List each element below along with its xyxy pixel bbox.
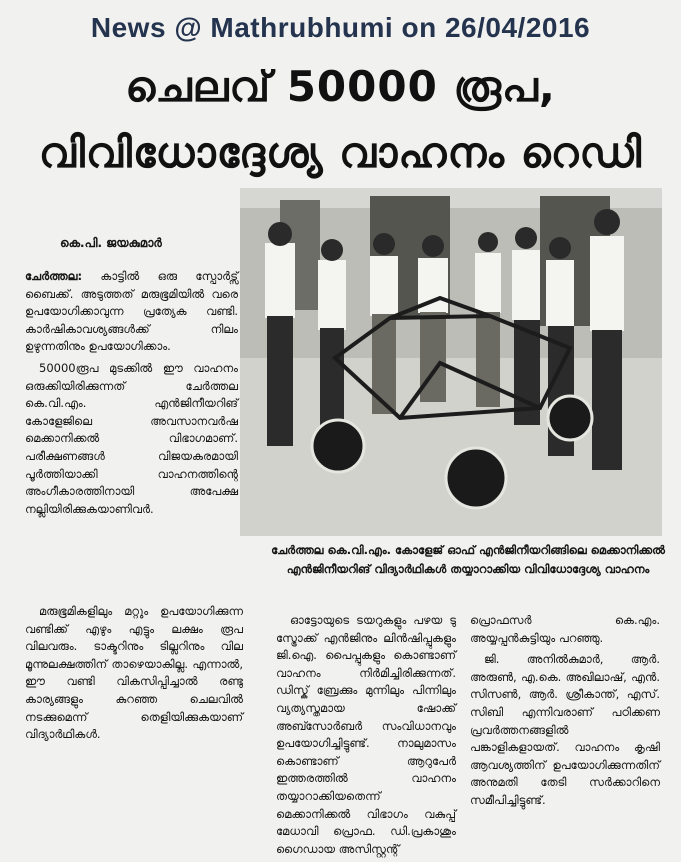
photo-caption: ചേർത്തല കെ.വി.എം. കോളേജ് ഓഫ് എൻജിനീയറിങ്ങിലെ മെക്കാനിക്കൽ എൻജിനീയറിങ് വിദ്യാർഥികൾ തയ്യാറാക്കിയ വിവിധോദ്ദേശ്യ വാഹനം bbox=[271, 543, 665, 576]
byline: കെ.പി. ജയകുമാർ bbox=[60, 236, 162, 250]
paragraph-3: മരുഭൂമികളിലും മറ്റും ഉപയോഗിക്കുന്ന വണ്ടിക്ക് എഴും എട്ടും ലക്ഷം രൂപ വിലവരും. ടാക്ടറിനും ടില്ലറിനും വില മൂന്നുലക്ഷത്തിന് താഴെയാകില്ല. എന്നാൽ, ഈ വണ്ടി വികസിപ്പിച്ചാൽ രണ്ടു കാര്യങ്ങളും കുറഞ്ഞ ചെലവിൽ നടക്കുമെന്ന് തെളിയിക്കുകയാണ് വിദ്യാർഥികൾ. bbox=[25, 604, 243, 742]
paragraph-4: ഓട്ടോയുടെ ടയറുകളും പഴയ ടു സ്ട്രോക്ക് എൻജിനും ലിൻഷിപ്പുകളും ജി.ഐ. പൈപ്പുകളും കൊണ്ടാണ് വാഹനം നിർമിച്ചിരിക്കുന്നത്. ഡിസ്ക് ബ്രേക്കും മുന്നിലും പിന്നിലും വ്യത്യസ്തമായ ഷോക്ക് അബ്സോർബർ സംവിധാനവും ഉപയോഗിച്ചിട്ടുണ്ട്. നാലുമാസം കൊണ്ടാണ് ആറുപേർ ഇത്തരത്തിൽ വാഹനം തയ്യാറാക്കിയതെന്ന് മെക്കാനിക്കൽ വിഭാഗം വകുപ്പ് മേധാവി പ്രൊഫ. ഡി.പ്രകാശും ഗൈഡായ അസിസ്റ്റന്റ് bbox=[276, 613, 456, 856]
dateline: ചേർത്തല: bbox=[25, 269, 83, 283]
paragraph-2: 50000രൂപ മുടക്കിൽ ഈ വാഹനം ഒരുക്കിയിരിക്കുന്നത് ചേർത്തല കെ.വി.എം. എൻജിനീയറിങ് കോളേജിലെ അവസാനവർഷ മെക്കാനിക്കൽ വിഭാഗമാണ്. പരീക്ഷണങ്ങൾ വിജയകരമായി പൂർത്തിയാക്കി വാഹനത്തിന്റെ അംഗീകാരത്തിനായി അപേക്ഷ നല്ലിയിരിക്കുകയാണിവർ. bbox=[25, 360, 238, 516]
headline-line-1: ചെലവ് 50000 രൂപ, bbox=[125, 62, 556, 111]
news-photo bbox=[240, 188, 662, 536]
article-column-3 bbox=[470, 612, 660, 814]
article-column-1-top bbox=[25, 268, 238, 522]
photo-illustration bbox=[240, 188, 662, 536]
article-column-1-bottom bbox=[25, 603, 243, 748]
paragraph-5: പ്രൊഫസർ കെ.എം. അയ്യപ്പൻകുട്ടിയും പറഞ്ഞു. bbox=[470, 613, 660, 645]
headline-line-2: വിവിധോദ്ദേശ്യ വാഹനം റെഡി bbox=[38, 128, 643, 177]
article-column-2 bbox=[276, 612, 456, 862]
paragraph-6: ജി. അനിൽകുമാർ, ആർ. അരുൺ, എ.കെ. അഖിലാഷ്, എൻ. സിസൺ, ആർ. ശ്രീകാന്ത്, എസ്. സിബി എന്നിവരാണ് പഠിക്കണ പ്രവർത്തനങ്ങളിൽ പങ്കാളികളായത്. വാഹനം കൃഷി ആവശ്യത്തിന് ഉപയോഗിക്കുന്നതിന് അനുമതി തേടി സർക്കാറിനെ സമീപിച്ചിട്ടുണ്ട്. bbox=[470, 652, 660, 807]
newspaper-source-header: News @ Mathrubhumi on 26/04/2016 bbox=[90, 12, 591, 43]
paragraph-1: കാട്ടിൽ ഒരു സ്പോർട്സ് ബൈക്ക്. അടുത്തത് മരുഭൂമിയിൽ വരെ ഉപയോഗിക്കാവുന്ന പ്രത്യേക വണ്ടി. കാർഷികാവശ്യങ്ങൾക്ക് നിലം ഉഴുന്നതിനും ഉപയോഗിക്കാം. bbox=[25, 269, 238, 354]
